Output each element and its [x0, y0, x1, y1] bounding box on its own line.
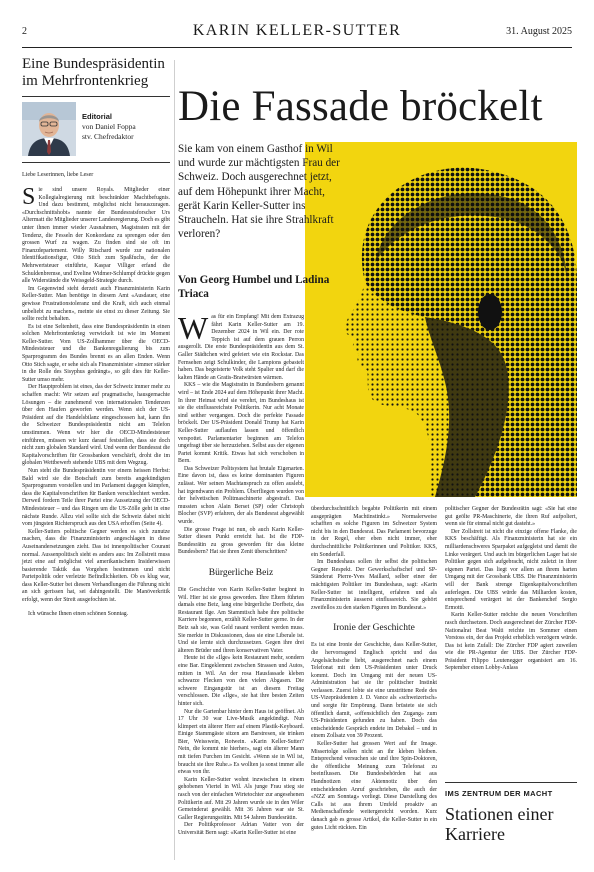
editorial-role: stv. Chefredaktor	[82, 132, 134, 141]
editorial-dropcap: S	[22, 184, 36, 210]
issue-date: 31. August 2025	[506, 26, 572, 37]
article-paragraph: Das Schweizer Politsystem hat brutale Eigenarten. Eine davon ist, dass es keine dominanten Figuren zulässt. Wer seinen Machtanspruch zu offen auslebt, hat irgendwann ein Problem. Überfliegen wurden von der helvetischen Politmaschinerie abgestraft. Das mussten schon Alain Berset (SP) oder Christoph Blocher (SVP) erfahren, der als Bundesrat abgewählt wurde.	[178, 465, 304, 526]
halftone-portrait-illustration	[305, 142, 577, 497]
article-paragraph: Im Bundeshaus sollen ihr selbst die politischen Gegner Respekt. Der Gewerkschaftschef und SP-Ständerat Pierre-Yves Maillard, selber einer der mächtigsten Politiker im Bundeshaus, sagt: «Karin Keller-Sutter ist intelligent, erfahren und als Finanzministerin äusserst einflussreich. Sie gehört zweifellos zu den starken Figuren im Bundesrat.»	[311, 559, 437, 611]
column-divider	[174, 60, 175, 860]
editorial-rule-bottom	[22, 162, 170, 163]
article-paragraph: as für ein Empfang! Mit dem Extrazug fährt Karin Keller-Sutter am 19. Dezember 2024 in Wil ein. Der rote Teppich ist auf dem grauen Perron ausgerollt. Die erste Bundespräsidentin aus dem St. Galler Städtchen wird gefeiert wie ein Rockstar. Das Fernsehen zeigt Schulkinder, die Lampions gebastelt haben. Das begeisterte Volk steht Spalier und darf die kalten Hände an Gratis-Bratwürsten wärmen.	[178, 314, 304, 381]
article-subhead: Ironie der Geschichte	[333, 623, 415, 634]
article-paragraph: überdurchschnittlich begabte Politikerin mit einem ausgeprägten Machtinstinkt.» Normalerweise schafften es solche Figuren im Schweizer System nicht bis in den Bundesrat. Das Parlament bevorzuge in der Regel, eher eben nicht immer, eher durchschnittliche Politikerinnen und Politiker. KKS, ein Sonderfall.	[311, 506, 437, 558]
editorial-paragraph: ie sind unsere Royals. Mitglieder einer Kollegialregierung mit beschränkter Machtbefugnis. Und dazu bestimmt, möglichst nicht herauszuragen. «Durchschnittshobt» nannte der Bundesratsforscher Urs Altermatt die Mitglieder unserer Landesregierung. Doch es gibt unter ihnen immer wieder Ausnahmen, Magistraten mit der Tendenz, die Fesseln der Konkordanz zu sprengen oder den grossen Wurf zu wagen. Zu finden sind sie oft im Finanzdepartement. Willy Ritschard wurde zur nationalen Identifikationsfigur, Otto Stich zum Spaßfuchs, der die Mehrwertsteuer einführte, Kaspar Villiger erfand die Schuldenbremse, und Eveline Widmer-Schlumpf drückte gegen alle Widerstände die Weissgeld-Strategie durch.	[22, 187, 170, 285]
article-column-2	[311, 506, 437, 832]
article-paragraph: Heute ist die «Ilge» kein Restaurant mehr, sondern eine Bar. Eingeklemmt zwischen Strassen und Autos, mitten in Wil. An der rosa Hausfassade kleben schwarze Flecken von den vielen Abgasen. Die schwere Eingangstür ist an diesem Freitag verschlossen. Die «Ilge», sie hat ihre besten Zeiten hinter sich.	[178, 655, 304, 707]
editorial-paragraph: Es ist eine Seltenheit, dass eine Bundespräsidentin in einen solchen Mehrfrontenkrieg verwickelt ist wie im Moment Keller-Sutter. Vom US-Zollhammer über die OECD-Mindeststeuer und die Bankenregulierung bis zum Sparprogramm des Bundes brennt es an allen Enden. Wenn Otto Stich sagte, er sehe sich als Finanzminister «immer stärker in die Rolle des Sisyphus gedrängt», so gilt dies für Keller-Sutter umso mehr.	[22, 323, 170, 383]
article-paragraph: politischer Gegner der Bundesrätin sagt: «Sie hat eine gut geölte PR-Maschinerie, die ihren Ruf aufpoliert, wenn sie für einmal nicht gut dasteht.»	[445, 506, 577, 528]
article-paragraph: Keller-Sutter hat grossen Wert auf ihr Image. Missertolge sollen nicht an ihr kleben bleiben. Entsprechend versuchen sie und ihre Spin-Doktoren, die öffentliche Meinung zum Telefonat zu beeinflussen. Die Bundesbehörden hat aus Handnotizen eine Aktennotiz über den entscheidenden Anruf geschrieben, die auch der «NZZ am Sonntag» vorliegt. Diese Darstellung des Calls ist aus ihrem Umfeld proaktiv an Medienschaffende weitergereicht worden. Kurz danach gab es grosse Artikel, die Keller-Sutter in ein gutes Licht rückten. Ein	[311, 741, 437, 831]
article-paragraph: Es ist eine Ironie der Geschichte, dass Keller-Sutter, die hervorragend Englisch spricht und das Angelsächsische liebt, ausgerechnet nach einem Telefonat mit dem US-Präsidenten unter Druck kommt. Doch im Umgang mit der neuen US-Administration hat sie ihr politischer Instinkt verlassen. Zuerst lobte sie eine umstrittene Rede des US-Vizepräsidenten J. D. Vance als «schweizerisch» und sorgte für Empörung. Dann brüstete sie sich öffentlich damit, «offensichtlich den Zugang» zum US-Präsidenten gefunden zu haben. Doch das entscheidende Gespräch endete im Debakel – und in einem Zollsatz von 39 Prozent.	[311, 642, 437, 740]
teaser-title[interactable]: Stationen einer Karriere	[445, 804, 554, 844]
editorial-greeting: Liebe Leserinnen, liebe Leser	[22, 172, 94, 178]
editorial-title: Eine Bundespräsidentin im Mehrfrontenkrieg	[22, 56, 165, 89]
article-paragraph: Karin Keller-Sutter wohnt inzwischen in einem gehobenen Viertel in Wil. Als junge Frau stieg sie rasch von der einfachen Wirtetochter zur angesehenen Politikerin auf. Mit 29 Jahren wurde sie in den Wiler Gemeinderat gewählt. Mit 36 Jahren war sie St. Galler Regierungsrätin. Mit 54 Jahren Bundesrätin.	[178, 776, 304, 821]
page-number: 2	[22, 26, 27, 37]
editorial-paragraph: Im Gegenwind steht derzeit auch Finanzministerin Karin Keller-Sutter. Man benötige in diesem Amt «Ausdauer, eine gewisse Frustrationstoleranz und die Kraft, sich auch einmal unbeliebt zu machen», meinte sie einst zu dieser Zeitung. Sie sollte recht behalten.	[22, 285, 170, 323]
editorial-column	[22, 52, 170, 618]
editorial-paragraph: Der Hauptproblem ist eines, das der Schweiz immer mehr zu schaffen macht: Wir setzen auf pragmatische, hausgemachte Lösungen – die zunehmend von internationalen Tendenzen über den Haufen geworfen werden. Wenn sich der US-Präsident auf die Handelsbilanz eingeschossen hat, kann ihn die Schweizer Bundespräsidentin nicht am Telefon umstimmen. Wenn wir hier die OECD-Mindeststeuer einführen, müssen wir kurz darauf feststellen, dass sie doch nicht zum globalen Standard wird. Und wenn der Bundesrat die Kapitalvorschriften für Grossbanken verschärft, droht die im globalen Wettbewerb stehende UBS mit dem Wegzug.	[22, 384, 170, 467]
article-paragraph: Die grosse Frage ist nun, ob auch Karin Keller-Sutter diesen Punkt erreicht hat. Ist die FDP-Bundesrätin zu gross geworden für das kleine Bundesbern? Hat sie ihren Zenit überschritten?	[178, 526, 304, 556]
related-teaser[interactable]	[445, 782, 577, 844]
article-paragraph: Nur die Gartenbar hinter dem Haus ist geöffnet. Ab 17 Uhr 30 war Live-Musik angekündigt. Nun klimpert ein älterer Herr auf einem Plastik-Keyboard. Einige Stammgäste sitzen am Barstresen, sie trinken Bier, Weisswein, Rotwein. «Karin Keller-Sutter? Nein, die kommt nie hierher», sagt ein älterer Mann mit tiefen Furchen im Gesicht. «Wenn sie in Wil ist, braucht sie ihre Ruhe.» Es wollten ja sonst immer alle etwas von ihr.	[178, 708, 304, 776]
article-subhead: Bürgerliche Beiz	[208, 568, 274, 578]
header-rule	[22, 47, 572, 48]
article-paragraph: KKS – wie die Magistratin in Bundesbern genannt wird – ist Ende 2024 auf dem Höhepunkt ihrer Macht. In ihrer Heimat wird sie verehrt, im Bundeshaus ist sie die einflussreichste Politikerin. Nur acht Monate sind seither vergangen. Doch die perfekte Fassade bröckelt. Der US-Präsident Donald Trump hat Karin Keller-Sutter auflaufen lassen und öffentlich verspottet. Parlamentarier beginnen am Telefon ungefragt über sie herzuziehen. Selbst aus der eigenen Partei kommt Kritik. Etwas hat sich verschoben in Bern.	[178, 382, 304, 465]
article-byline: Von Georg Humbel und Ladina Triaca	[178, 274, 330, 301]
editorial-rule-top	[22, 96, 170, 97]
author-photo	[22, 102, 76, 156]
article-headline: Die Fassade bröckelt	[178, 83, 543, 130]
article-column-3	[445, 506, 577, 673]
editorial-author: von Daniel Foppa	[82, 122, 136, 131]
editorial-body	[22, 184, 170, 618]
article-column-1	[178, 310, 304, 838]
editorial-paragraph: Keller-Sutters politische Gegner werden es sich zunutze machen, dass die Finanzministerin angeschlagen in diese Auseinandersetzungen zieht. Das ist innenpolitischer Courant normal. Aussenpolitisch sieht es anders aus: Im Zollstreit muss jetzt eine auf möglichst viel amerikanischem Insiderwissen basierende Taktik das Vorgehen bestimmen und nicht Parteipolitik oder verletzte Befindlichkeiten. Ob es klug war, dass Keller-Sutter bei diesem Verhandlungen die Führung nicht an sich gerissen hat, sei dahingestellt. Die Manöverkritik erfolgt, wenn der Streit ausgefochten ist.	[22, 528, 170, 604]
editorial-paragraph: Nun steht die Bundespräsidentin vor einem heissen Herbst: Bald wird sie die Botschaft zum bereits angekündigten Sparprogramm vorstellen und im Parlament dagegen kämpfen, dass die Kapitalvorschriften für Banken verschlechtert werden. Derweil fordern Teile ihrer Partei eine Aussetzung der OECD-Mindeststeuer – und das Ringen um die US-Zölle geht in eine nächste Runde. Allzu viel sollte sich die Schweiz dabei nicht vom jüngsten Richterspruch aus den USA erhoffen (Seite 4).	[22, 467, 170, 528]
editorial-label: Editorial	[82, 112, 113, 121]
article-paragraph: Die Geschichte von Karin Keller-Sutter beginnt in Wil. Hier ist sie gross geworden. Ihre Eltern führten damals eine Beiz, lang eine bürgerliche Dorfbeiz, das Restaurant Ilge. Am Stammtisch habe ihre politische Karriere begonnen, erzählt Keller-Sutter gerne. In der Beiz sah sie, was Geld rasant verdient werden muss. Sie merkte in Diskussionen, dass sie eine Liberale ist. Und sie lernte sich durchzusetzen. Gegen ihre drei älteren Brüder und ihren konservativen Vater.	[178, 587, 304, 654]
article-paragraph: Der Zollstreit ist nicht die einzige offene Flanke, die KKS beschäftigt. Als Finanzministerin hat sie ein milliardenschweres Sparpaket aufgegleist und damit die Linke verärgert. Und auch im bürgerlichen Lager hat sie Politiker gegen sich aufgebracht, nicht zuletzt in ihrer eigenen Partei. Das liegt vor allem an ihrem harten Umgang mit der Grossbank UBS. Die Finanzministerin will der Bank strenge Eigenkapitalvorschriften auferlegen. Die UBS würde das Milliarden kosten, entsprechend verärgert ist der Bankenchef Sergio Ermotti.	[445, 528, 577, 611]
article-lead: Sie kam von einem Gasthof in Wil und wurde zur mächtigsten Frau der Schweiz. Doch ausgerechnet jetzt, auf dem Höhepunkt ihrer Macht, gerät Karin Keller-Sutter ins Straucheln. Hat sie ihre Strahlkraft verloren?	[178, 143, 340, 241]
teaser-rule	[445, 782, 577, 783]
editorial-signoff: Ich wünsche Ihnen einen schönen Sonntag.	[28, 610, 129, 617]
article-paragraph: Der Politikprofessor Adrian Vatter von der Universität Bern sagt: «Karin Keller-Sutter ist eine	[178, 822, 304, 836]
article-dropcap: W	[178, 310, 209, 346]
article-paragraph: Karin Keller-Sutter möchte die neuen Vorschriften rasch durchsetzen. Doch ausgerechnet der Zürcher FDP-Nationalrat Beat Walti reichte im Sommer einen Vorstoss ein, der das Projekt erheblich verzögern würde. Das ist kein Zufall: Die Zürcher FDP agiert zuweilen wie die PR-Agentur der UBS. Der Zürcher FDP-Präsident Filippo Leutenegger organisiert am 16. September einen Lobby-Anlass	[445, 612, 577, 672]
section-rubric: KARIN KELLER-SUTTER	[192, 22, 402, 39]
teaser-kicker: IMS ZENTRUM DER MACHT	[445, 789, 553, 798]
